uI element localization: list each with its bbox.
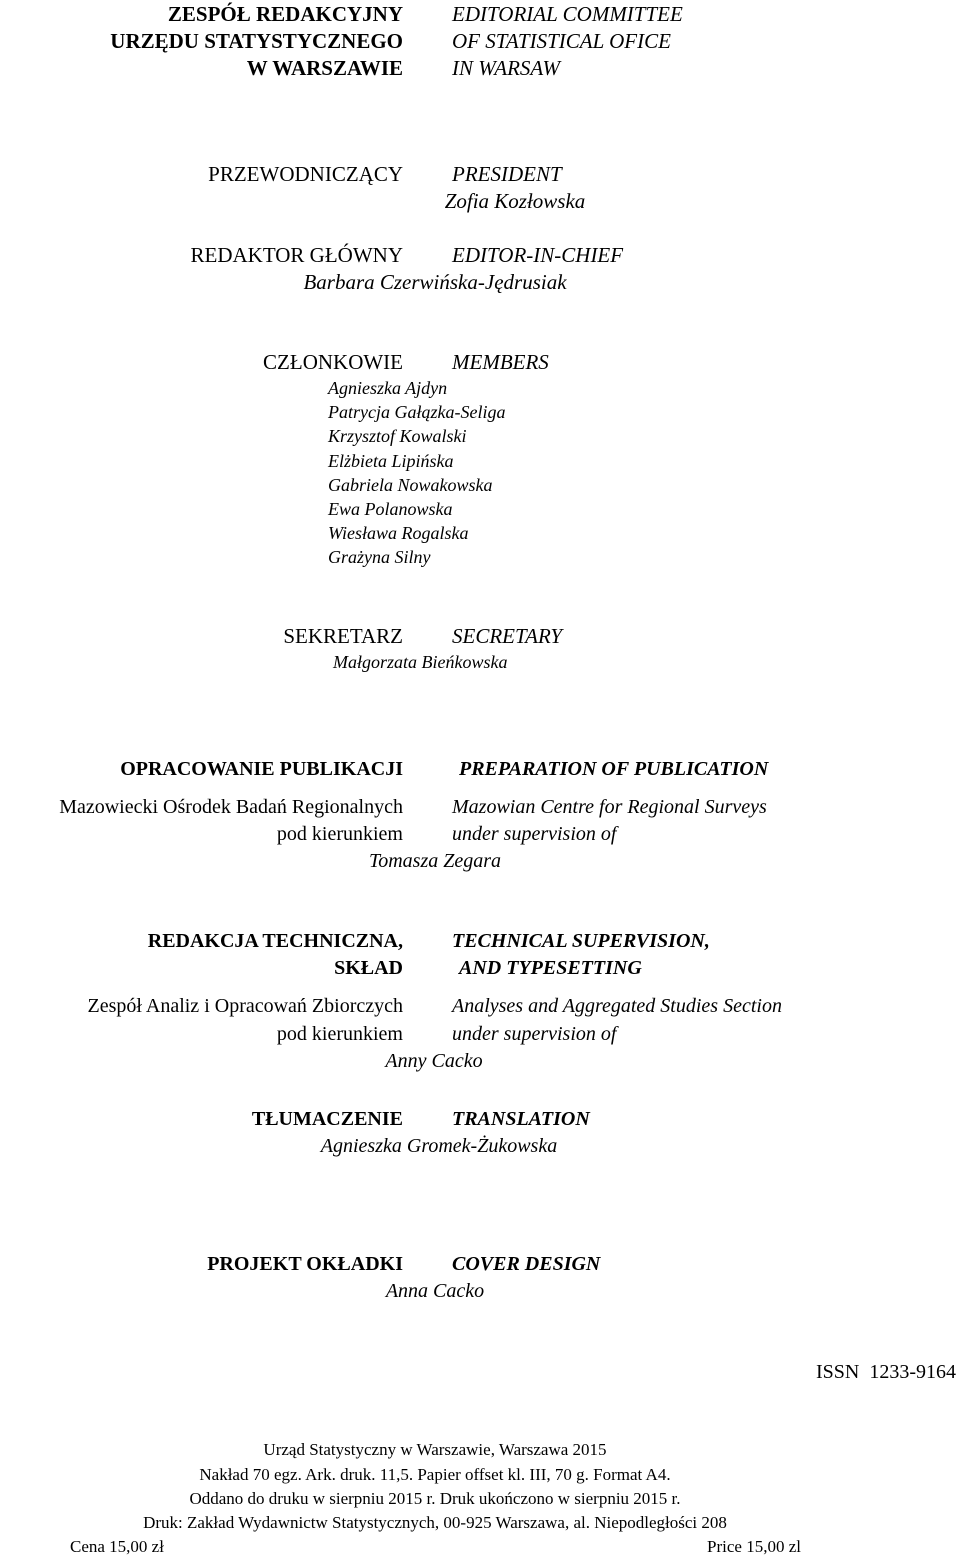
preparation-label-en: PREPARATION OF PUBLICATION [459, 758, 769, 780]
price-pl: Cena 15,00 zł [70, 1537, 164, 1556]
cover-design-label-en: COVER DESIGN [452, 1253, 601, 1275]
technical-label-en-2: AND TYPESETTING [459, 957, 642, 979]
member-name: Ewa Polanowska [328, 499, 453, 519]
preparation-supervision-pl: pod kierunkiem [276, 823, 403, 845]
members-label-en: MEMBERS [452, 350, 549, 374]
technical-org-en: Analyses and Aggregated Studies Section [452, 995, 782, 1017]
members-label-pl: CZŁONKOWIE [263, 350, 403, 374]
technical-label-pl-2: SKŁAD [334, 957, 403, 979]
translation-label-pl: TŁUMACZENIE [251, 1108, 403, 1130]
president-name: Zofia Kozłowska [444, 189, 586, 213]
president-label-en: PRESIDENT [452, 162, 562, 186]
preparation-org-en: Mazowian Centre for Regional Surveys [452, 796, 767, 818]
member-name: Agnieszka Ajdyn [328, 378, 448, 398]
imprint-line: Urząd Statystyczny w Warszawie, Warszawa 2015 [263, 1440, 607, 1459]
committee-title-en-2: OF STATISTICAL OFICE [452, 29, 671, 53]
technical-label-pl-1: REDAKCJA TECHNICZNA, [147, 930, 403, 952]
member-name: Krzysztof Kowalski [328, 426, 467, 446]
editor-in-chief-label-en: EDITOR-IN-CHIEF [452, 243, 624, 267]
technical-supervisor-name: Anny Cacko [385, 1050, 483, 1072]
issn: ISSN 1233-9164 [815, 1361, 956, 1383]
member-name: Wiesława Rogalska [328, 523, 469, 543]
preparation-org-pl: Mazowiecki Ośrodek Badań Regionalnych [59, 796, 403, 818]
preparation-supervision-en: under supervision of [452, 823, 617, 845]
committee-title-pl-3: W WARSZAWIE [246, 56, 403, 80]
translation-label-en: TRANSLATION [452, 1108, 590, 1130]
president-label-pl: PRZEWODNICZĄCY [208, 162, 403, 186]
secretary-label-en: SECRETARY [452, 624, 563, 648]
translator-name: Agnieszka Gromek-Żukowska [320, 1135, 558, 1157]
preparation-label-pl: OPRACOWANIE PUBLIKACJI [120, 758, 403, 780]
committee-title-pl-1: ZESPÓŁ REDAKCYJNY [167, 2, 403, 26]
member-name: Grażyna Silny [328, 547, 431, 567]
price-en: Price 15,00 zl [707, 1537, 801, 1556]
technical-supervision-pl: pod kierunkiem [276, 1023, 403, 1045]
secretary-label-pl: SEKRETARZ [283, 624, 403, 648]
imprint-line: Oddano do druku w sierpniu 2015 r. Druk ukończono w sierpniu 2015 r. [189, 1489, 681, 1508]
cover-design-label-pl: PROJEKT OKŁADKI [207, 1253, 403, 1275]
member-name: Elżbieta Lipińska [328, 451, 454, 471]
cover-designer-name: Anna Cacko [385, 1280, 485, 1302]
technical-label-en-1: TECHNICAL SUPERVISION, [452, 930, 710, 952]
editor-in-chief-label-pl: REDAKTOR GŁÓWNY [190, 243, 403, 267]
committee-title-en-1: EDITORIAL COMMITTEE [452, 2, 683, 26]
committee-title-pl-2: URZĘDU STATYSTYCZNEGO [110, 29, 403, 53]
editor-in-chief-name: Barbara Czerwińska-Jędrusiak [303, 270, 567, 294]
technical-org-pl: Zespół Analiz i Opracowań Zbiorczych [87, 995, 403, 1017]
technical-supervision-en: under supervision of [452, 1023, 617, 1045]
committee-title-en-3: IN WARSAW [452, 56, 560, 80]
secretary-name: Małgorzata Bieńkowska [333, 652, 508, 672]
preparation-supervisor-name: Tomasza Zegara [368, 850, 502, 872]
member-name: Patrycja Gałązka-Seliga [328, 402, 506, 422]
member-name: Gabriela Nowakowska [328, 475, 493, 495]
imprint-line: Nakład 70 egz. Ark. druk. 11,5. Papier offset kl. III, 70 g. Format A4. [199, 1465, 671, 1484]
imprint-line: Druk: Zakład Wydawnictw Statystycznych, 00-925 Warszawa, al. Niepodległości 208 [143, 1513, 727, 1532]
